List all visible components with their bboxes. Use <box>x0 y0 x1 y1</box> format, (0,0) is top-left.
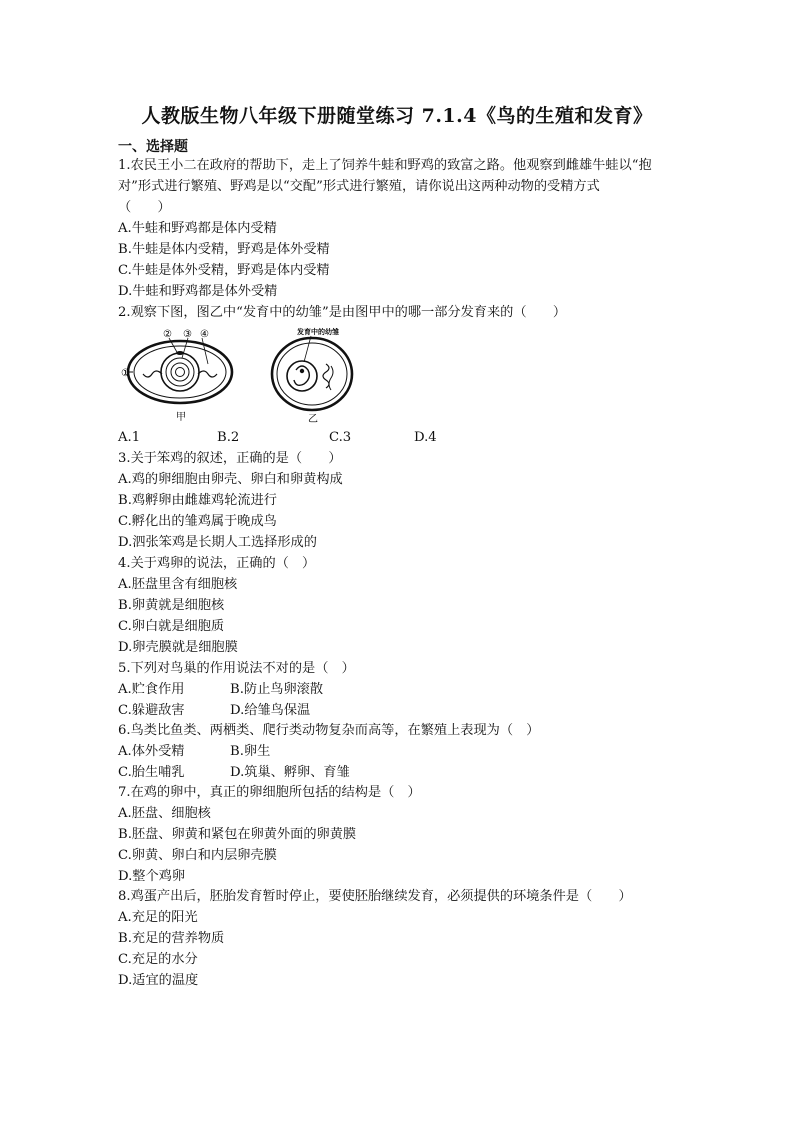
q5-option-d: D.给雏鸟保温 <box>230 703 311 718</box>
q2-option-b: B.2 <box>217 430 240 445</box>
egg-a-num1: ① <box>121 368 130 379</box>
q1-option-a: A.牛蛙和野鸡都是体内受精 <box>118 221 277 236</box>
q6-option-c: C.胎生哺乳 <box>118 765 185 780</box>
q2-option-a: A.1 <box>118 430 141 445</box>
q1-option-c: C.牛蛙是体外受精，野鸡是体内受精 <box>118 263 330 278</box>
q1-option-d: D.牛蛙和野鸡都是体外受精 <box>118 284 278 299</box>
egg-b-diagram <box>272 336 352 410</box>
q2-option-d: D.4 <box>414 430 437 445</box>
egg-a-diagram <box>128 338 232 403</box>
q5-options-row1 <box>118 681 418 699</box>
q7-option-c: C.卵黄、卵白和内层卵壳膜 <box>118 848 277 863</box>
q5-stem: 5.下列对鸟巢的作用说法不对的是（ ） <box>118 661 355 676</box>
q3-option-d: D.泗张笨鸡是长期人工选择形成的 <box>118 535 317 550</box>
section-heading: 一、选择题 <box>118 139 188 155</box>
egg-a-num2: ② <box>163 329 172 340</box>
q8-option-c: C.充足的水分 <box>118 952 198 967</box>
egg-diagram-figure <box>116 324 366 426</box>
q5-option-a: A.贮食作用 <box>118 682 185 697</box>
q3-stem: 3.关于笨鸡的叙述，正确的是（ ） <box>118 451 342 466</box>
q3-option-b: B.鸡孵卵由雌雄鸡轮流进行 <box>118 493 277 508</box>
q4-option-c: C.卵白就是细胞质 <box>118 619 225 634</box>
q2-option-c: C.3 <box>329 430 352 445</box>
q7-stem: 7.在鸡的卵中，真正的卵细胞所包括的结构是（ ） <box>118 785 421 800</box>
q7-option-a: A.胚盘、细胞核 <box>118 806 211 821</box>
q6-options-row2 <box>118 764 418 782</box>
q5-option-c: C.躲避敌害 <box>118 703 185 718</box>
q8-stem: 8.鸡蛋产出后，胚胎发育暂时停止，要使胚胎继续发育，必须提供的环境条件是（ ） <box>118 889 632 904</box>
page-title: 人教版生物八年级下册随堂练习 7.1.4《鸟的生殖和发育》 <box>141 105 653 127</box>
q6-option-a: A.体外受精 <box>118 744 185 759</box>
q5-options-row2 <box>118 702 418 720</box>
q6-options-row1 <box>118 743 418 761</box>
q4-stem: 4.关于鸡卵的说法，正确的（ ） <box>118 556 316 571</box>
q2-stem: 2.观察下图，图乙中“发育中的幼雏”是由图甲中的哪一部分发育来的（ ） <box>118 305 567 320</box>
q8-option-d: D.适宜的温度 <box>118 973 199 988</box>
egg-a-num3: ③ <box>183 329 192 340</box>
q4-option-b: B.卵黄就是细胞核 <box>118 598 225 613</box>
q1-stem-line1: 1.农民王小二在政府的帮助下，走上了饲养牛蛙和野鸡的致富之路。他观察到雌雄牛蛙以“抱 <box>118 158 652 173</box>
q6-stem: 6.鸟类比鱼类、两栖类、爬行类动物复杂而高等，在繁殖上表现为（ ） <box>118 723 540 738</box>
egg-a-num4: ④ <box>200 329 209 340</box>
q7-option-b: B.胚盘、卵黄和紧包在卵黄外面的卵黄膜 <box>118 827 357 842</box>
q4-option-d: D.卵壳膜就是细胞膜 <box>118 640 238 655</box>
egg-b-label: 乙 <box>308 414 318 425</box>
egg-a-label: 甲 <box>176 412 186 423</box>
q3-option-c: C.孵化出的雏鸡属于晚成鸟 <box>118 514 277 529</box>
q1-stem-line2: 对”形式进行繁殖、野鸡是以“交配”形式进行繁殖，请你说出这两种动物的受精方式 <box>118 179 600 194</box>
q3-option-a: A.鸡的卵细胞由卵壳、卵白和卵黄构成 <box>118 472 343 487</box>
q7-option-d: D.整个鸡卵 <box>118 869 186 884</box>
egg-b-caption: 发育中的幼雏 <box>297 327 339 336</box>
q1-option-b: B.牛蛙是体内受精，野鸡是体外受精 <box>118 242 330 257</box>
q6-option-b: B.卵生 <box>230 744 271 759</box>
q4-option-a: A.胚盘里含有细胞核 <box>118 577 238 592</box>
q6-option-d: D.筑巢、孵卵、育雏 <box>230 765 350 780</box>
q8-option-b: B.充足的营养物质 <box>118 931 225 946</box>
q2-options-row <box>118 429 558 447</box>
q8-option-a: A.充足的阳光 <box>118 910 198 925</box>
q1-stem-line3: （ ） <box>118 200 171 215</box>
q5-option-b: B.防止鸟卵滚散 <box>230 682 324 697</box>
